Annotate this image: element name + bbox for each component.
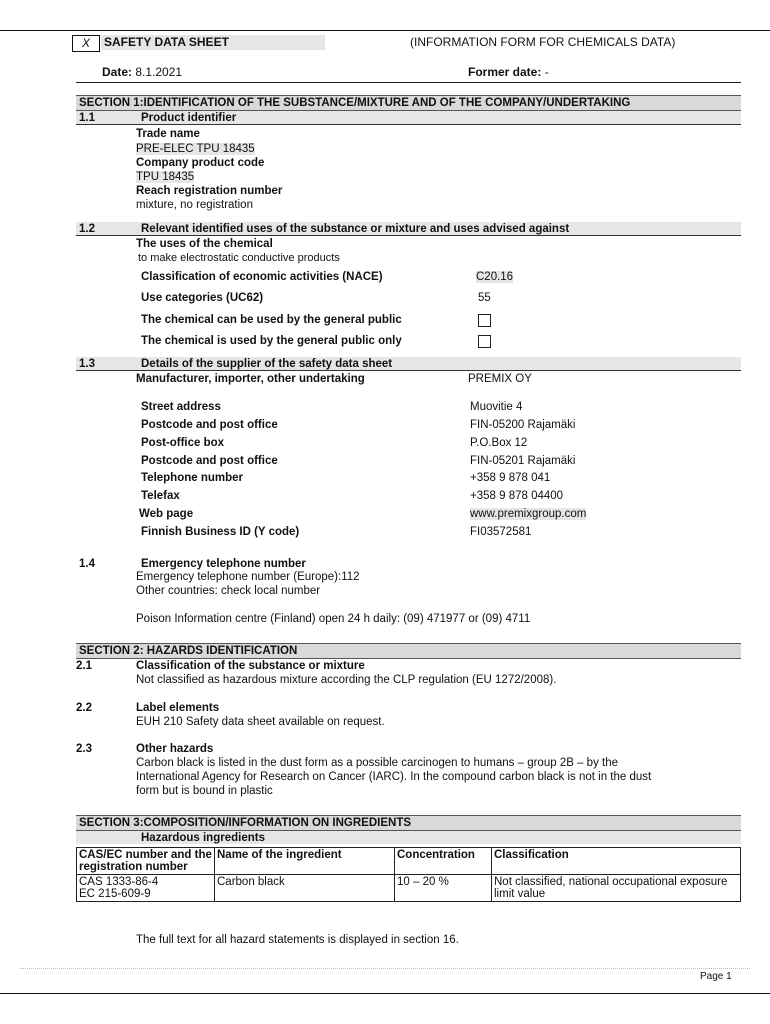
phone-label: Telephone number	[141, 472, 244, 484]
cas-number: CAS 1333-86-4	[79, 876, 159, 888]
business-id-value: FI03572581	[470, 526, 532, 538]
section2-1-title: Classification of the substance or mixture	[136, 660, 365, 672]
poison-info: Poison Information centre (Finland) open 24 h daily: (09) 471977 or (09) 4711	[136, 613, 531, 625]
column-header-name: Name of the ingredient	[215, 848, 395, 875]
section3-title: SECTION 3:COMPOSITION/INFORMATION ON INGREDIENTS	[79, 817, 412, 829]
header-rule	[76, 82, 741, 83]
table-row	[77, 875, 741, 902]
pobox-label: Post-office box	[141, 437, 225, 449]
uses-value: to make electrostatic conductive products	[138, 252, 340, 264]
section1-2-number: 1.2	[79, 223, 95, 235]
section1-title: SECTION 1:IDENTIFICATION OF THE SUBSTANCE/MIXTURE AND OF THE COMPANY/UNDERTAKING	[79, 97, 631, 109]
section1-3-number: 1.3	[79, 358, 95, 370]
cell-cas-ec	[77, 875, 215, 902]
product-code-text: TPU 18435	[136, 171, 195, 183]
business-id-label: Finnish Business ID (Y code)	[141, 526, 300, 538]
general-public-label: The chemical can be used by the general public	[141, 314, 402, 326]
uses-label: The uses of the chemical	[136, 238, 273, 250]
trade-name-value	[136, 143, 255, 155]
section2-3-number: 2.3	[76, 743, 92, 755]
trade-name-label: Trade name	[136, 128, 200, 140]
nace-label: Classification of economic activities (NACE)	[141, 271, 383, 283]
emergency-line1: Emergency telephone number (Europe):112	[136, 571, 360, 583]
column-header-classification: Classification	[492, 848, 741, 875]
page-number: Page 1	[700, 971, 732, 982]
ec-number: EC 215-609-9	[79, 888, 151, 900]
fax-value: +358 9 878 04400	[470, 490, 564, 502]
phone-value: +358 9 878 041	[470, 472, 551, 484]
ingredients-table	[76, 847, 741, 902]
general-public-only-label: The chemical is used by the general public only	[141, 335, 402, 347]
manufacturer-label: Manufacturer, importer, other undertaking	[136, 373, 365, 385]
column-header-cas: CAS/EC number and the registration number	[77, 848, 215, 875]
nace-text: C20.16	[476, 271, 514, 283]
document-title: SAFETY DATA SHEET	[104, 35, 229, 49]
trade-name-text: PRE-ELEC TPU 18435	[136, 143, 255, 155]
section2-2-number: 2.2	[76, 702, 92, 714]
street-label: Street address	[141, 401, 221, 413]
section2-3-line3: form but is bound in plastic	[136, 785, 273, 797]
document-type-checkbox: X	[72, 35, 100, 52]
section3-footnote: The full text for all hazard statements is displayed in section 16.	[136, 934, 459, 946]
product-code-value	[136, 171, 194, 183]
section2-3-line2: International Agency for Research on Cancer (IARC). In the compound carbon black is not in the dust	[136, 771, 652, 783]
document-subtitle: (INFORMATION FORM FOR CHEMICALS DATA)	[410, 35, 676, 49]
date-line	[102, 65, 182, 79]
postcode-label: Postcode and post office	[141, 419, 278, 431]
pobox-value: P.O.Box 12	[470, 437, 528, 449]
footer-dotted-rule	[20, 968, 750, 969]
nace-value	[476, 271, 513, 283]
cell-concentration: 10 – 20 %	[395, 875, 492, 902]
date-value: 8.1.2021	[135, 65, 183, 79]
web-label: Web page	[139, 508, 194, 520]
web-value[interactable]	[470, 508, 586, 520]
bottom-rule	[0, 993, 770, 994]
column-header-concentration: Concentration	[395, 848, 492, 875]
cell-classification: Not classified, national occupational exposure limit value	[492, 875, 741, 902]
section1-3-title: Details of the supplier of the safety data sheet	[141, 358, 393, 370]
reach-label: Reach registration number	[136, 185, 283, 197]
manufacturer-value: PREMIX OY	[468, 373, 532, 385]
table-header-row	[77, 848, 741, 875]
section1-1-number: 1.1	[79, 112, 95, 124]
postcode2-label: Postcode and post office	[141, 455, 278, 467]
uc62-label: Use categories (UC62)	[141, 292, 264, 304]
former-date-value: -	[544, 65, 549, 79]
former-date-line	[468, 65, 549, 79]
street-value: Muovitie 4	[470, 401, 523, 413]
general-public-checkbox[interactable]	[478, 314, 491, 327]
reach-value: mixture, no registration	[136, 199, 253, 211]
postcode-value: FIN-05200 Rajamäki	[470, 419, 576, 431]
section1-1-title: Product identifier	[141, 112, 237, 124]
former-date-label: Former date:	[468, 65, 542, 79]
top-rule	[0, 30, 770, 31]
emergency-line2: Other countries: check local number	[136, 585, 321, 597]
product-code-label: Company product code	[136, 157, 265, 169]
section1-2-title: Relevant identified uses of the substance or mixture and uses advised against	[141, 223, 570, 235]
uc62-value: 55	[478, 292, 491, 304]
section3-subtitle: Hazardous ingredients	[141, 832, 265, 844]
web-link[interactable]: www.premixgroup.com	[470, 508, 587, 520]
general-public-only-checkbox[interactable]	[478, 335, 491, 348]
section2-3-title: Other hazards	[136, 743, 214, 755]
section2-3-line1: Carbon black is listed in the dust form as a possible carcinogen to humans – group 2B – by the	[136, 757, 618, 769]
fax-label: Telefax	[141, 490, 180, 502]
section1-4-title: Emergency telephone number	[141, 558, 306, 570]
section2-2-title: Label elements	[136, 702, 220, 714]
date-label: Date:	[102, 65, 133, 79]
section2-1-number: 2.1	[76, 660, 92, 672]
postcode2-value: FIN-05201 Rajamäki	[470, 455, 576, 467]
section2-2-text: EUH 210 Safety data sheet available on request.	[136, 716, 385, 728]
section2-1-text: Not classified as hazardous mixture according the CLP regulation (EU 1272/2008).	[136, 674, 557, 686]
section1-4-number: 1.4	[79, 558, 95, 570]
section2-title: SECTION 2: HAZARDS IDENTIFICATION	[79, 645, 298, 657]
cell-ingredient-name: Carbon black	[215, 875, 395, 902]
